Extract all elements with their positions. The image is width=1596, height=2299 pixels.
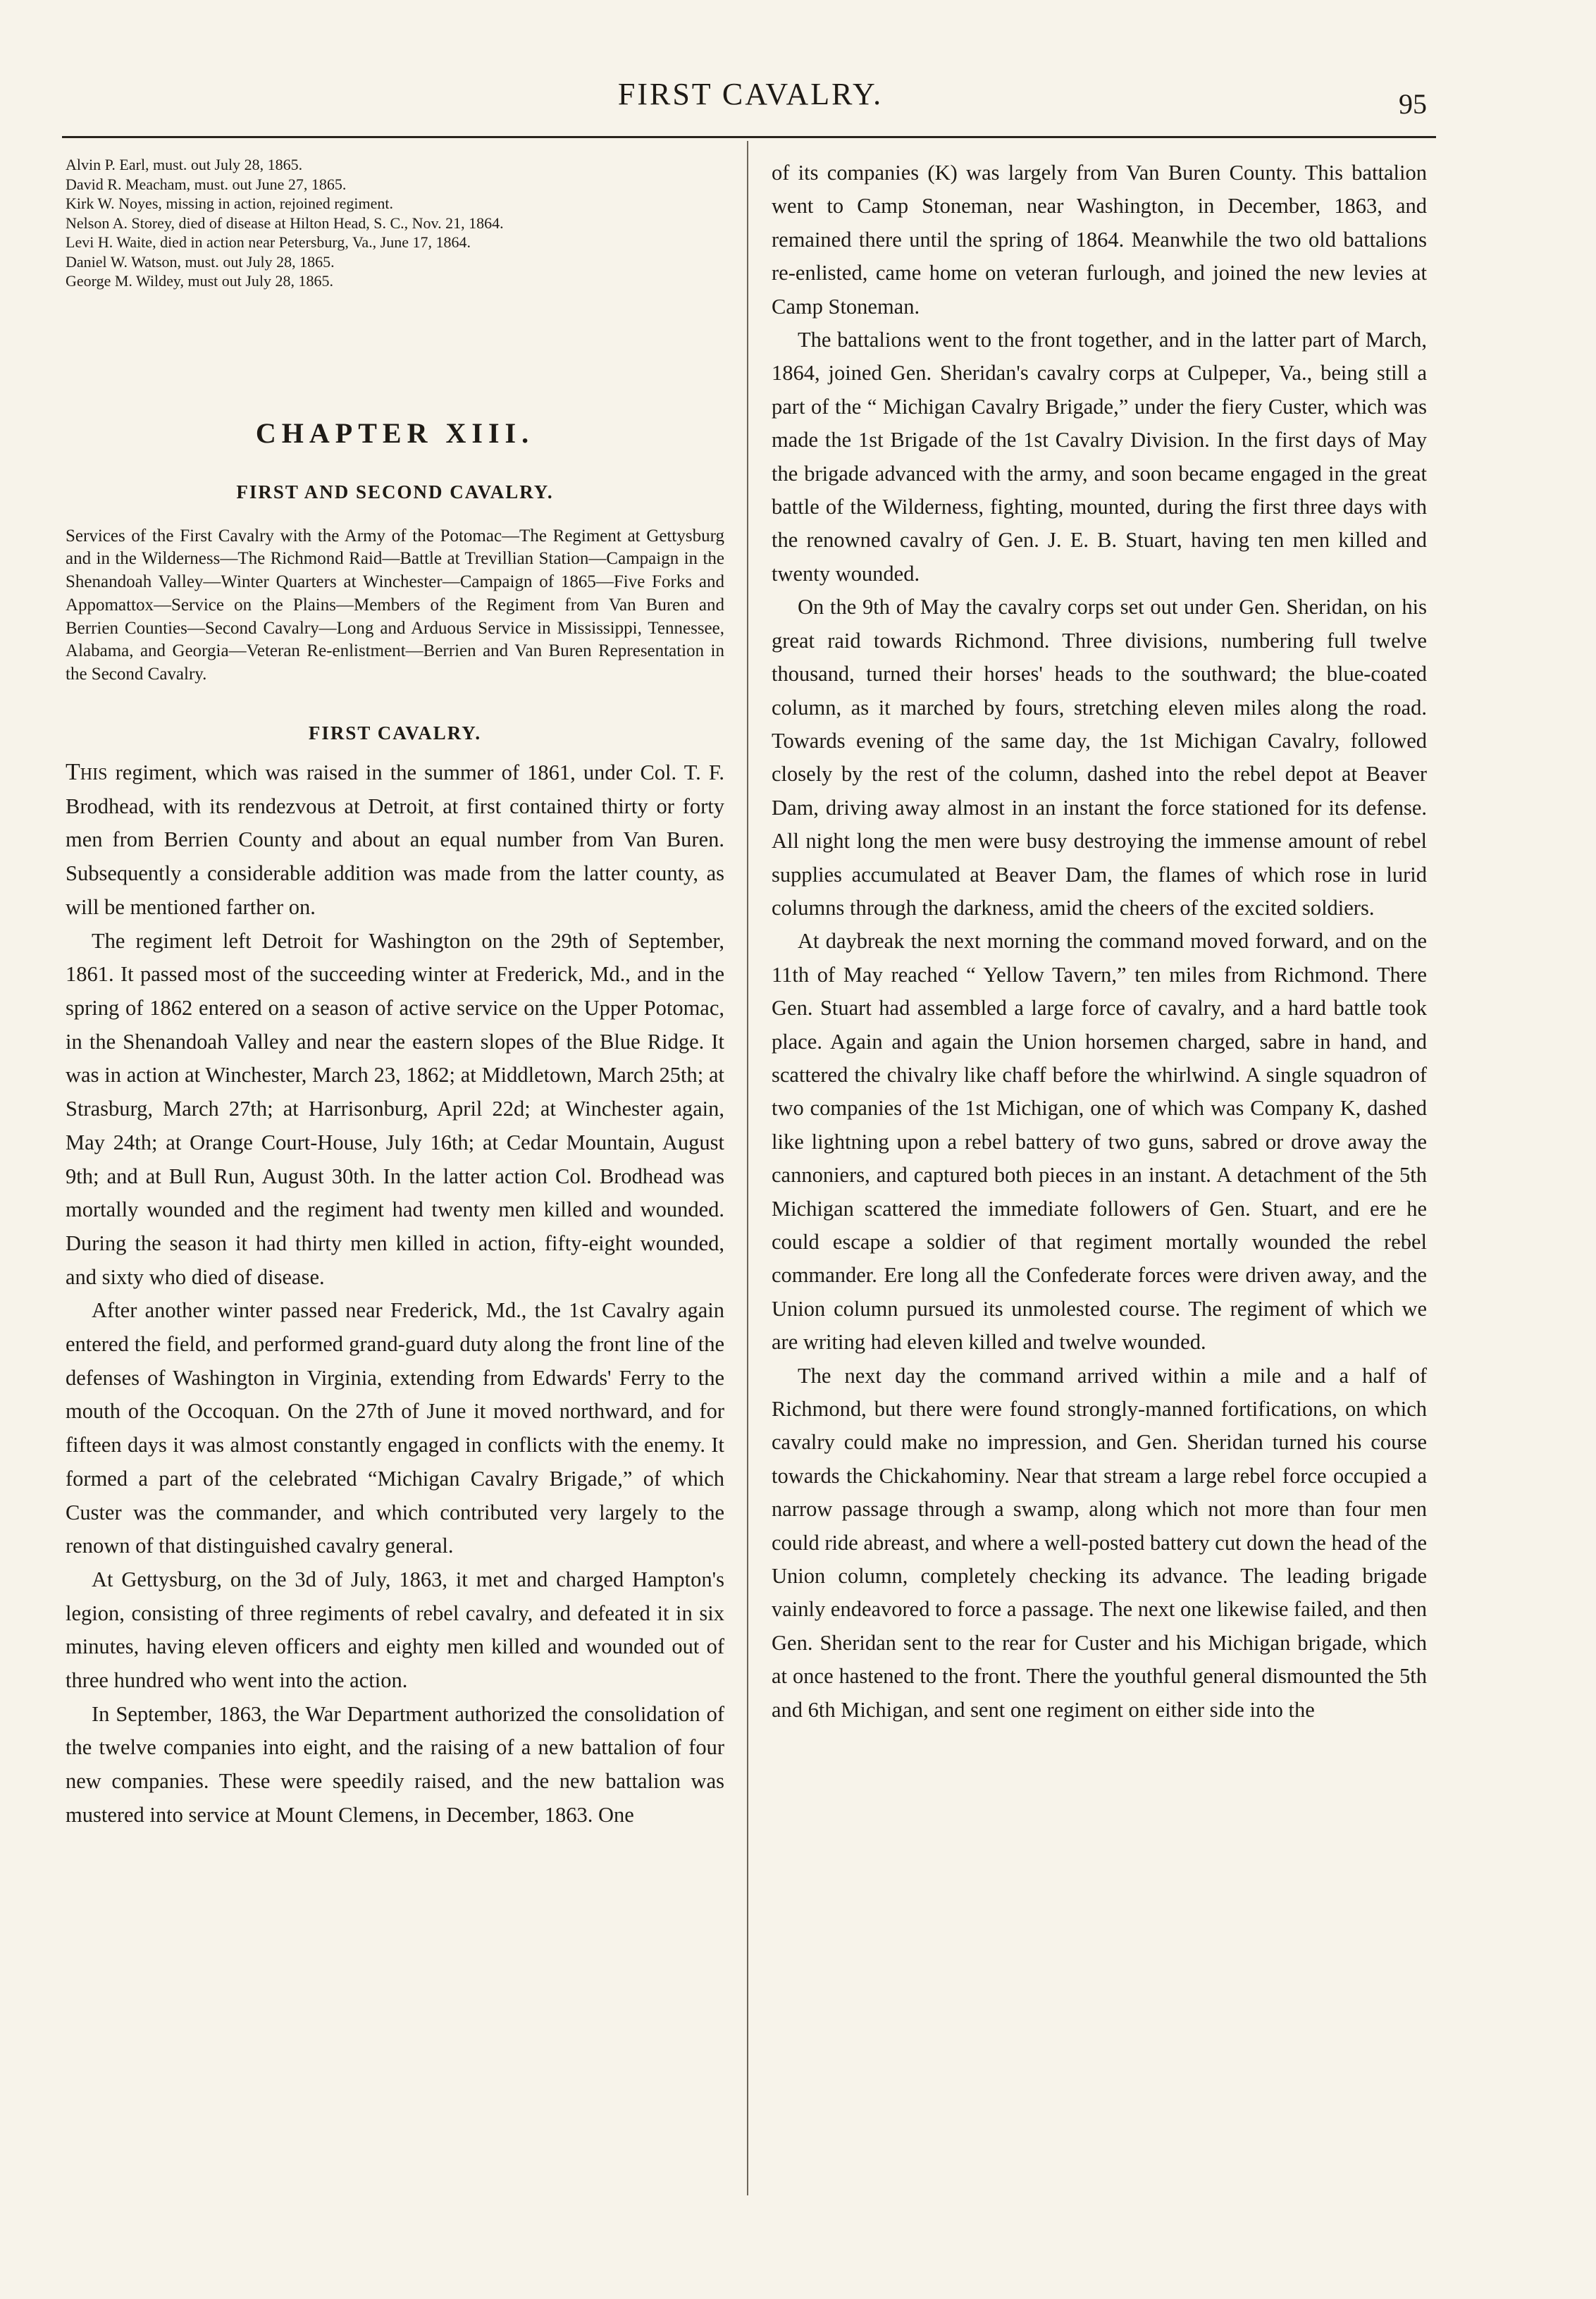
casualty-entry: Levi H. Waite, died in action near Petersburg, Va., June 17, 1864. — [66, 233, 471, 251]
casualty-entry: Alvin P. Earl, must. out July 28, 1865. — [66, 156, 303, 173]
paragraph: In September, 1863, the War Department authorized the consolidation of the twelve companies into eight, and the raising of a new battalion of four new companies. These were speedily raised, and the new battalion was mustered into service at Mount Clemens, in December, 1863. One — [66, 1701, 724, 1827]
paragraph: On the 9th of May the cavalry corps set out under Gen. Sheridan, on his great raid towards Richmond. Three divisions, numbering full twelve thousand, turned their horses' heads to the southward; the blue-coated column, as it marched by fours, stretching eleven miles along the road. Towards evening of the same day, the 1st Michigan Cavalry, followed closely by the rest of the column, dashed into the rebel depot at Beaver Dam, driving away almost in an instant the force stationed for its defense. All night long the men were busy destroying the immense amount of rebel supplies accumulated at Beaver Dam, the flames of which rose in lurid columns through the darkness, amid the cheers of the excited soldiers. — [772, 595, 1427, 920]
casualty-list — [66, 155, 724, 291]
paragraph: At daybreak the next morning the command moved forward, and on the 11th of May reached “ Yellow Tavern,” ten miles from Richmond. There Gen. Stuart had assembled a large force of cavalry, and a hard battle took place. Again and again the Union horsemen charged, sabre in hand, and scattered the chivalry like chaff before the whirlwind. A single squadron of two companies of the 1st Michigan, one of which was Company K, dashed like lightning upon a rebel battery of two guns, sabred or drove away the cannoniers, and captured both pieces in an instant. A detachment of the 5th Michigan scattered the immediate followers of Gen. Stuart, and ere he could escape a soldier of that regiment mortally wounded the rebel commander. Ere long all the Confederate forces were driven away, and the Union column pursued its unmolested course. The regiment of which we are writing had eleven killed and twelve wounded. — [772, 929, 1427, 1355]
page-number: 95 — [1399, 88, 1427, 120]
left-body-text — [66, 756, 724, 1832]
paragraph: of its companies (K) was largely from Van Buren County. This battalion went to Camp Stoneman, near Washington, in December, 1863, and remained there until the spring of 1864. Meanwhile the two old battalions re-enlisted, came home on veteran furlough, and joined the new levies at Camp Stoneman. — [772, 161, 1427, 319]
left-column — [66, 155, 724, 1832]
paragraph: After another winter passed near Frederick, Md., the 1st Cavalry again entered the field, and performed grand-guard duty along the front line of the defenses of Washington in Virginia, extending from Edwards' Ferry to the mouth of the Occoquan. On the 27th of June it moved northward, and for fifteen days it was almost constantly engaged in conflicts with the enemy. It formed a part of the celebrated “Michigan Cavalry Brigade,” of which Custer was the commander, and which contributed very largely to the renown of that distinguished cavalry general. — [66, 1298, 724, 1558]
column-divider — [747, 141, 748, 2195]
casualty-entry: Nelson A. Storey, died of disease at Hilton Head, S. C., Nov. 21, 1864. — [66, 214, 504, 232]
casualty-entry: Daniel W. Watson, must. out July 28, 1865. — [66, 252, 335, 271]
chapter-synopsis: Services of the First Cavalry with the Army of the Potomac—The Regiment at Gettysburg and in the Wilderness—The Richmond Raid—Battle at Trevillian Station—Campaign in the Shenandoah Valley—Winter Quarters at Winchester—Campaign of 1865—Five Forks and Appomattox—Service on the Plains—Members of the Regiment from Van Buren and Berrien Counties—Second Cavalry—Long and Arduous Service in Mississippi, Tennessee, Alabama, and Georgia—Veteran Re-enlistment—Berrien and Van Buren Representation in the Second Cavalry. — [66, 526, 724, 684]
paragraph: The battalions went to the front together, and in the latter part of March, 1864, joined Gen. Sheridan's cavalry corps at Culpeper, Va., being still a part of the “ Michigan Cavalry Brigade,” under the fiery Custer, which was made the 1st Brigade of the 1st Cavalry Division. In the first days of May the brigade advanced with the army, and soon became engaged in the great battle of the Wilderness, fighting, mounted, during the first three days with the renowned cavalry of Gen. J. E. B. Stuart, having ten men killed and twenty wounded. — [772, 328, 1427, 586]
paragraph: At Gettysburg, on the 3d of July, 1863, it met and charged Hampton's legion, consisting of three regiments of rebel cavalry, and defeated it in six minutes, having eleven officers and eighty men killed and wounded out of three hundred who went into the action. — [66, 1567, 724, 1693]
right-body-text — [772, 156, 1427, 1727]
chapter-heading: CHAPTER XIII. — [255, 417, 535, 449]
casualty-entry: George M. Wildey, must out July 28, 1865. — [66, 272, 334, 290]
casualty-entry: Kirk W. Noyes, missing in action, rejoined regiment. — [66, 195, 393, 212]
paragraph: The next day the command arrived within a mile and a half of Richmond, but there were found strongly-manned fortifications, on which cavalry could make no impression, and Gen. Sheridan turned his course towards the Chickahominy. Near that stream a large rebel force occupied a narrow passage through a swamp, along which not more than four men could ride abreast, and where a well-posted battery cut down the head of the Union column, completely checking its advance. The leading brigade vainly endeavored to force a passage. The next one likewise failed, and then Gen. Sheridan sent to the rear for Custer and his Michigan brigade, which at once hastened to the front. There the youthful general dismounted the 5th and 6th Michigan, and sent one regiment on either side into the — [772, 1363, 1427, 1722]
header-rule — [62, 136, 1436, 138]
casualty-entry: David R. Meacham, must. out June 27, 1865. — [66, 175, 347, 193]
lead-word: This — [66, 759, 108, 786]
paragraph: The regiment left Detroit for Washington on the 29th of September, 1861. It passed most of the succeeding winter at Frederick, Md., and in the spring of 1862 entered on a season of active service on the Upper Potomac, in the Shenandoah Valley and near the eastern slopes of the Blue Ridge. It was in action at Winchester, March 23, 1862; at Middletown, March 25th; at Strasburg, March 27th; at Harrisonburg, April 22d; at Winchester again, May 24th; at Orange Court-House, July 16th; at Cedar Mountain, August 9th; and at Bull Run, August 30th. In the latter action Col. Brodhead was mortally wounded and the regiment had twenty men killed and wounded. During the season it had thirty men killed in action, fifty-eight wounded, and sixty who died of disease. — [66, 928, 724, 1289]
paragraph — [66, 756, 724, 925]
section-heading: FIRST CAVALRY. — [308, 722, 482, 744]
right-column — [772, 156, 1427, 1727]
lead-text: regiment, which was raised in the summer of 1861, under Col. T. F. Brodhead, with its rendezvous at Detroit, at first contained thirty or forty men from Berrien County and about an equal number from Van Buren. Subsequently a considerable addition was made from the latter county, as will be mentioned farther on. — [66, 760, 724, 919]
running-title: FIRST CAVALRY. — [617, 77, 884, 111]
chapter-subheading: FIRST AND SECOND CAVALRY. — [236, 481, 554, 503]
